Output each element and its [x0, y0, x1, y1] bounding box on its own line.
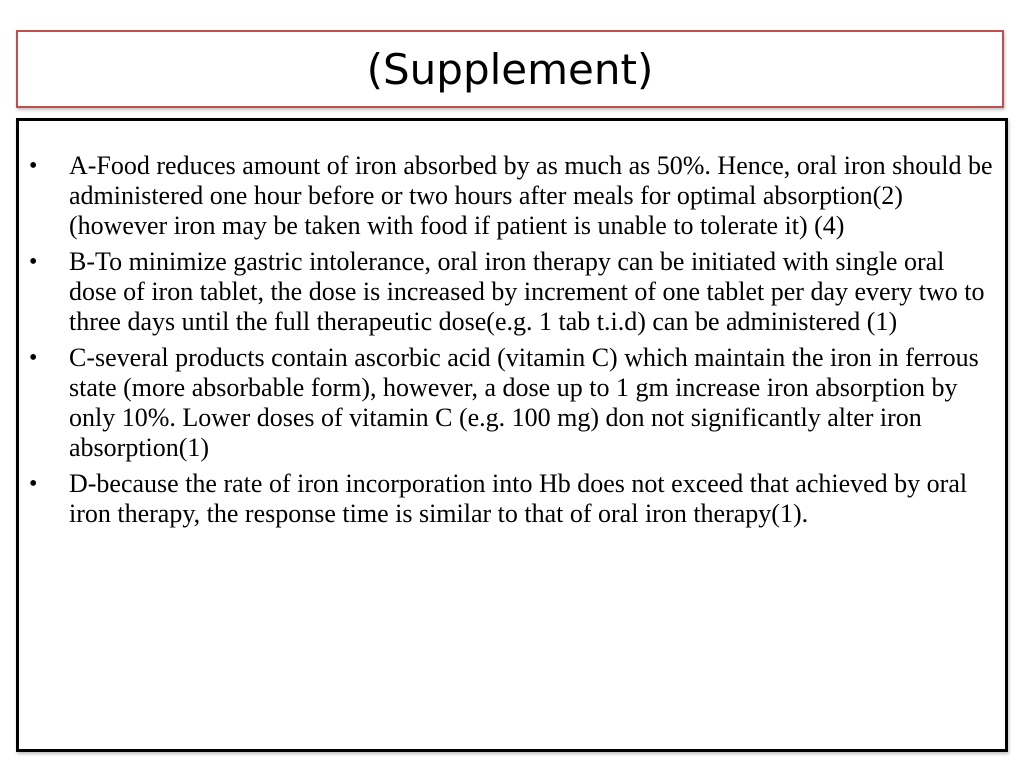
bullet-list [29, 151, 995, 535]
bullet-text-a: A-Food reduces amount of iron absorbed by as much as 50%. Hence, oral iron should be administered one hour before or two hours after meals for optimal absorption(2) (however iron may be taken with food if patient is unable to tolerate it) (4) [69, 151, 993, 240]
bullet-icon: • [29, 153, 38, 179]
slide-content-box [16, 118, 1008, 752]
bullet-item-c [29, 343, 995, 463]
slide-title: (Supplement) [366, 44, 654, 94]
slide-title-box [16, 30, 1004, 108]
bullet-item-d [29, 469, 995, 529]
bullet-icon: • [29, 471, 38, 497]
bullet-text-d: D-because the rate of iron incorporation into Hb does not exceed that achieved by oral iron therapy, the response time is similar to that of oral iron therapy(1). [69, 469, 968, 528]
bullet-icon: • [29, 249, 38, 275]
bullet-item-a [29, 151, 995, 241]
bullet-icon: • [29, 345, 38, 371]
bullet-item-b [29, 247, 995, 337]
bullet-text-b: B-To minimize gastric intolerance, oral iron therapy can be initiated with single oral dose of iron tablet, the dose is increased by increment of one tablet per day every two to three days until the full therapeutic dose(e.g. 1 tab t.i.d) can be administered (1) [69, 247, 985, 336]
bullet-text-c: C-several products contain ascorbic acid (vitamin C) which maintain the iron in ferrous state (more absorbable form), however, a dose up to 1 gm increase iron absorption by only 10%. Lower doses of vitamin C (e.g. 100 mg) don not significantly alter iron absorption(1) [69, 343, 979, 462]
